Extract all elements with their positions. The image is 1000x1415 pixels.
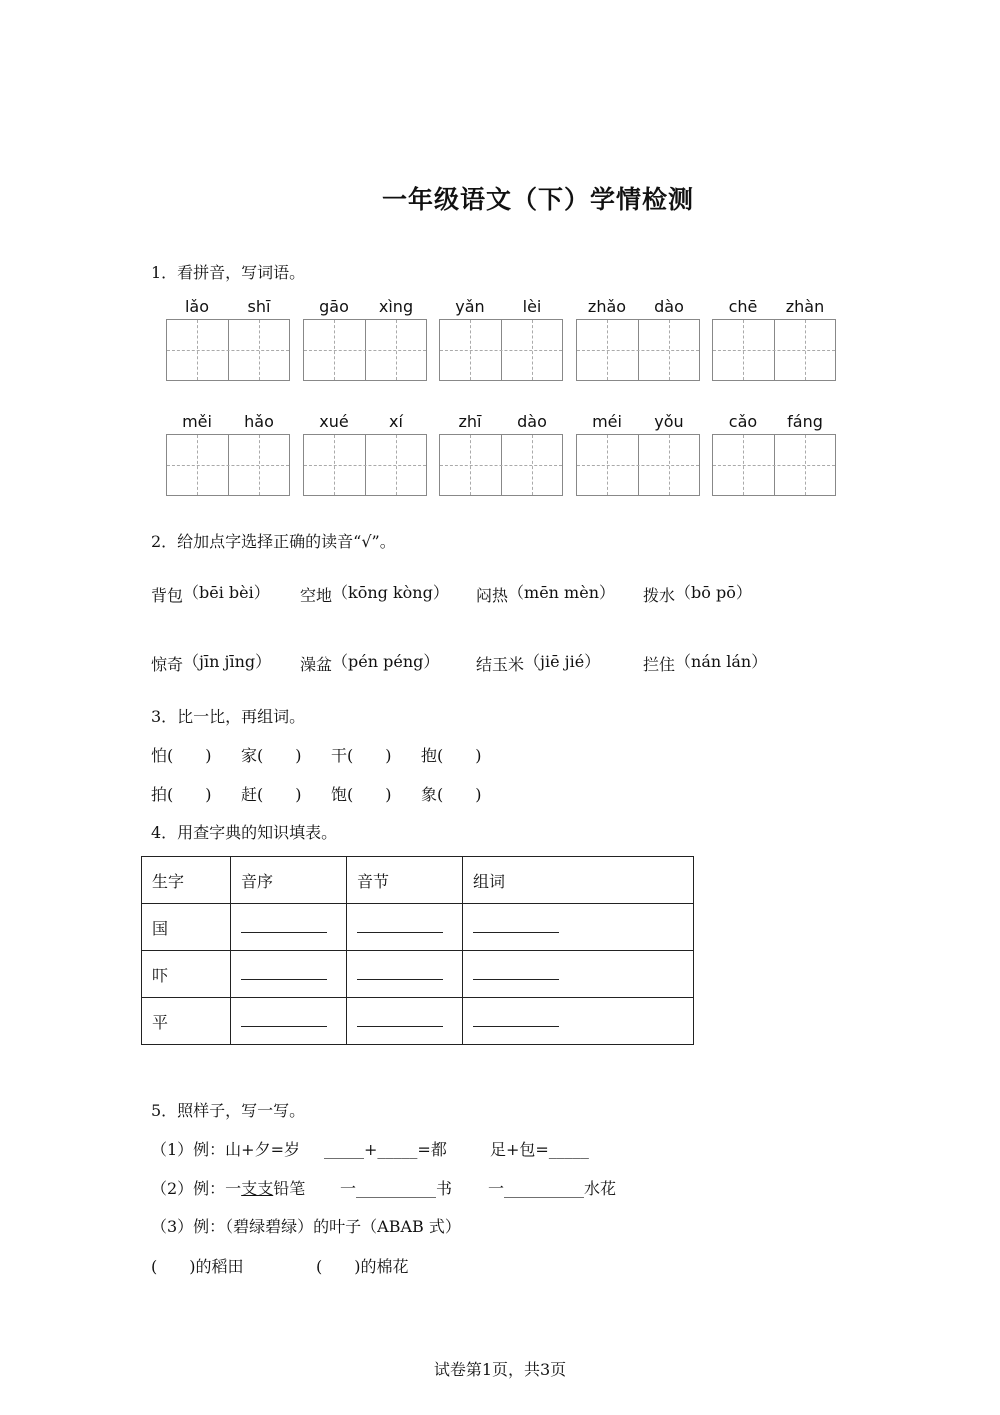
pinyin-label: měi: [182, 412, 212, 431]
reading-word: 拦住: [643, 655, 676, 674]
q5-line2-underlined: 支支: [241, 1179, 274, 1198]
blank-cell[interactable]: [231, 998, 347, 1045]
header-cell: 生字: [142, 857, 231, 904]
compare-word-blank[interactable]: 干( ): [331, 746, 392, 765]
reading-options: （nán lán）: [675, 652, 768, 671]
reading-options: （jiē jié）: [524, 652, 601, 671]
header-cell: 音节: [347, 857, 463, 904]
pinyin-label: shī: [247, 297, 271, 316]
pinyin-label: hǎo: [244, 412, 274, 431]
blank-cell[interactable]: [231, 904, 347, 951]
pinyin-label: gāo: [319, 297, 349, 316]
reading-choice[interactable]: [300, 649, 439, 672]
q5-line1: [151, 1137, 300, 1160]
q5-line4-b[interactable]: ( )的棉花: [316, 1257, 409, 1276]
pinyin-label: yǎn: [455, 297, 485, 316]
reading-options: （kōng kòng）: [332, 583, 449, 602]
reading-word: 惊奇: [151, 655, 184, 674]
char-cell: 平: [142, 998, 231, 1045]
reading-word: 澡盆: [300, 655, 333, 674]
q1-heading: 1．看拼音，写词语。: [151, 263, 306, 282]
writing-grid[interactable]: [166, 319, 290, 381]
reading-options: （jīn jīng）: [183, 652, 272, 671]
q5-line3: （3）例：（碧绿碧绿）的叶子（ABAB 式）: [151, 1217, 461, 1236]
pinyin-label: lǎo: [184, 297, 210, 316]
pinyin-label: fáng: [787, 412, 823, 431]
reading-choice[interactable]: [300, 580, 449, 603]
compare-word-blank[interactable]: 怕( ): [151, 746, 212, 765]
q5-line1-a[interactable]: _____+_____=都: [324, 1140, 447, 1159]
pinyin-label: zhī: [458, 412, 482, 431]
page-footer: 试卷第1页，共3页: [433, 1360, 567, 1379]
table-row: [142, 998, 694, 1045]
reading-choice[interactable]: [476, 649, 600, 672]
table-row: [142, 951, 694, 998]
compare-word-blank[interactable]: 赶( ): [241, 785, 302, 804]
compare-word-blank[interactable]: 象( ): [421, 785, 482, 804]
writing-grid[interactable]: [712, 434, 836, 496]
blank-cell[interactable]: [463, 951, 694, 998]
header-cell: 音序: [231, 857, 347, 904]
compare-word-blank[interactable]: 饱( ): [331, 785, 392, 804]
writing-grid[interactable]: [303, 319, 427, 381]
writing-grid[interactable]: [439, 319, 563, 381]
table-header-row: [142, 857, 694, 904]
reading-choice[interactable]: [476, 580, 615, 603]
q5-line2-a[interactable]: 一__________书: [340, 1179, 453, 1198]
reading-choice[interactable]: [643, 580, 752, 603]
q5-line2: [151, 1176, 305, 1199]
pinyin-label: xí: [389, 412, 403, 431]
header-cell: 组词: [463, 857, 694, 904]
blank-cell[interactable]: [347, 904, 463, 951]
writing-grid[interactable]: [576, 434, 700, 496]
pinyin-label: dào: [517, 412, 547, 431]
pinyin-label: méi: [592, 412, 622, 431]
q5-line4-a[interactable]: ( )的稻田: [151, 1257, 244, 1276]
reading-word: 拨水: [643, 586, 676, 605]
pinyin-label: yǒu: [654, 412, 684, 431]
q4-heading: 4．用查字典的知识填表。: [151, 823, 338, 842]
pinyin-label: lèi: [522, 297, 542, 316]
pinyin-label: xìng: [378, 297, 414, 316]
table-row: [142, 904, 694, 951]
q5-line2-rest: 铅笔: [273, 1179, 306, 1198]
pinyin-label: chē: [728, 297, 758, 316]
reading-choice[interactable]: [151, 580, 270, 603]
pinyin-label: zhǎo: [587, 297, 627, 316]
q5-line2-b[interactable]: 一__________水花: [488, 1179, 617, 1198]
q3-heading: 3．比一比，再组词。: [151, 707, 306, 726]
pinyin-label: xué: [319, 412, 349, 431]
q2-heading: 2．给加点字选择正确的读音“√”。: [151, 532, 396, 551]
q5-line1-label: （1）例：山+夕=岁: [151, 1140, 300, 1159]
reading-word: 背包: [151, 586, 184, 605]
blank-cell[interactable]: [347, 951, 463, 998]
reading-word: 闷热: [476, 586, 509, 605]
page-title: 一年级语文（下）学情检测: [381, 185, 694, 214]
writing-grid[interactable]: [303, 434, 427, 496]
writing-grid[interactable]: [166, 434, 290, 496]
char-cell: 吓: [142, 951, 231, 998]
blank-cell[interactable]: [231, 951, 347, 998]
reading-options: （pén péng）: [332, 652, 440, 671]
compare-word-blank[interactable]: 抱( ): [421, 746, 482, 765]
reading-options: （mēn mèn）: [508, 583, 615, 602]
pinyin-label: dào: [654, 297, 684, 316]
writing-grid[interactable]: [576, 319, 700, 381]
blank-cell[interactable]: [463, 998, 694, 1045]
reading-word: 空地: [300, 586, 333, 605]
q5-line1-b[interactable]: 足+包=_____: [490, 1140, 589, 1159]
reading-word: 结玉米: [476, 655, 525, 674]
q5-line2-label: （2）例：一: [151, 1179, 242, 1198]
reading-options: （bēi bèi）: [183, 583, 270, 602]
dictionary-table: [141, 856, 694, 1045]
blank-cell[interactable]: [463, 904, 694, 951]
blank-cell[interactable]: [347, 998, 463, 1045]
reading-choice[interactable]: [643, 649, 767, 672]
char-cell: 国: [142, 904, 231, 951]
q5-heading: 5．照样子，写一写。: [151, 1101, 306, 1120]
compare-word-blank[interactable]: 家( ): [241, 746, 302, 765]
reading-choice[interactable]: [151, 649, 271, 672]
compare-word-blank[interactable]: 拍( ): [151, 785, 212, 804]
reading-options: （bō pō）: [675, 583, 752, 602]
writing-grid[interactable]: [712, 319, 836, 381]
pinyin-label: zhàn: [785, 297, 825, 316]
writing-grid[interactable]: [439, 434, 563, 496]
pinyin-label: cǎo: [728, 412, 758, 431]
